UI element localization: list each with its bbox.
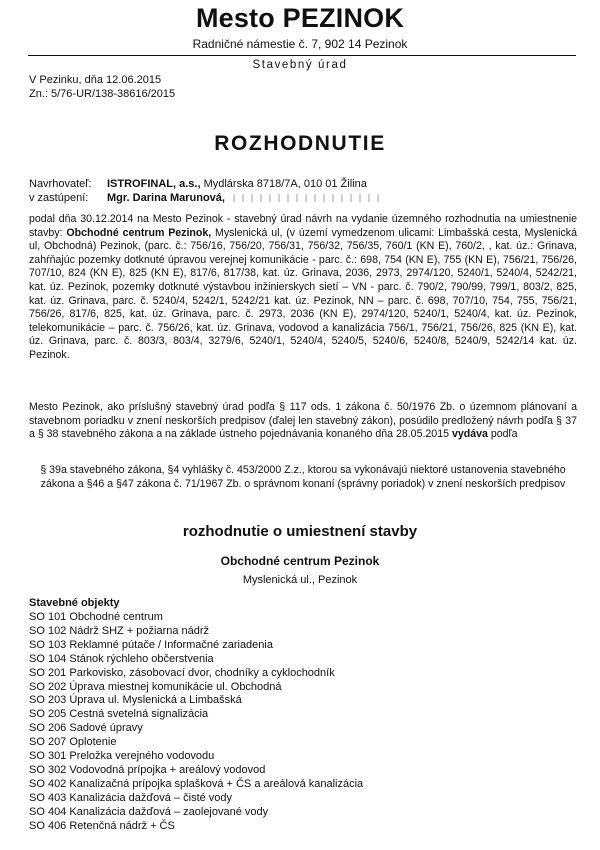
applicant-address: Mydlárska 8718/7A, 010 01 Žilina <box>200 178 367 190</box>
applicant-row <box>29 178 589 191</box>
list-item: SO 203 Úprava ul. Myslenická a Limbašská <box>29 694 242 707</box>
list-item: SO 205 Cestná svetelná signalizácia <box>29 708 209 721</box>
list-item: SO 104 Stánok rýchleho občerstvenia <box>29 652 214 665</box>
authority-text-end: podľa <box>487 428 518 441</box>
place-date: V Pezinku, dňa 12.06.2015 <box>29 74 162 86</box>
list-item: SO 402 Kanalizačná prípojka splašková + ČS a areálová kanalizácia <box>29 777 364 790</box>
file-number: Zn.: 5/76-UR/138-38616/2015 <box>29 88 176 100</box>
applicant-name: ISTROFINAL, a.s., <box>107 178 201 190</box>
list-item: SO 202 Úprava miestnej komunikácie ul. Obchodná <box>29 680 282 693</box>
issuer-office: Stavebný úrad <box>252 59 348 71</box>
list-item: SO 207 Oplotenie <box>29 736 117 749</box>
project-name-inline: Obchodné centrum Pezinok, <box>66 226 212 239</box>
decision-title: rozhodnutie o umiestnení stavby <box>182 523 418 540</box>
list-item: SO 102 Nádrž SHZ + požiarna nádrž <box>29 624 210 637</box>
list-item: SO 101 Obchodné centrum <box>29 611 163 623</box>
application-text-start: podal dňa 30.12.2014 na Mesto Pezinok - stavebný úrad návrh na vydanie územného rozhodnutia na umiestnenie stavby: <box>29 213 577 239</box>
representative-label: v zastúpení: <box>29 192 89 204</box>
authority-text-start: Mesto Pezinok, ako príslušný stavebný úrad podľa § 117 ods. 1 zákona č. 50/1976 Zb. o územnom plánovaní a stavebnom poriadku v znení neskorších predpisov (ďalej len stavebný zákon), posúdilo predložený návrh podľa § 37 a § 38 stavebného zákona a na základe ústneho pojednávania konaného dňa 28.05.2015 <box>29 401 577 441</box>
objects-list <box>29 611 577 834</box>
list-item: SO 103 Reklamné pútače / Informačné zariadenia <box>29 638 273 651</box>
redacted-text <box>233 194 383 202</box>
list-item: SO 206 Sadové úpravy <box>29 722 143 735</box>
header-divider <box>28 55 576 56</box>
authority-paragraph <box>29 401 577 442</box>
issues-keyword: vydáva <box>451 428 488 441</box>
application-paragraph <box>29 213 577 363</box>
list-item: SO 201 Parkovisko, zásobovací dvor, chodníky a cyklochodník <box>29 666 335 679</box>
document-heading: ROZHODNUTIE <box>214 132 386 155</box>
representative-row <box>29 192 589 205</box>
list-item: SO 403 Kanalizácia dažďová – čisté vody <box>29 791 233 804</box>
issuer-address: Radničné námestie č. 7, 902 14 Pezinok <box>192 37 408 51</box>
applicant-label: Navrhovateľ: <box>29 178 92 190</box>
legal-basis-paragraph: § 39a stavebného zákona, §4 vyhlášky č. 453/2000 Z.z., ktorou sa vykonávajú niektoré ustanovenia stavebného zákona a §46 a §47 zákona č. 71/1967 Zb. o správnom konaní (správny poriadok) v znení neskorších predpisov <box>40 464 566 490</box>
list-item: SO 302 Vodovodná prípojka + areálový vodovod <box>29 763 266 776</box>
list-item: SO 406 Retenčná nádrž + ČS <box>29 819 175 832</box>
list-item: SO 404 Kanalizácia dažďová – zaolejované vody <box>29 805 269 818</box>
decision-project-name: Obchodné centrum Pezinok <box>220 554 380 568</box>
objects-label: Stavebné objekty <box>29 597 120 609</box>
list-item: SO 301 Preložka verejného vodovodu <box>29 750 215 763</box>
application-text-end: Myslenická ul, (v území vymedzenom ulicami: Limbašská cesta, Myslenická ul, Obchodná) Pezinok, (parc. č.: 756/16, 756/20, 756/31, 756/32, 756/35, 760/1 (KN E), 760/2, , kat. úz.: Grinava, zahŕňajúc pozemky dotknuté úpravou verejnej komunikácie - parc. č.: 698, 754 (KN E), 755 (KN E), 756/21, 756/26, 707/10, 824 (KN E), 825 (KN E), 817/6, 817/38, kat. úz. Grinava, 2036, 2973, 2974/120, 5240/1, 5240/4, 5242/21, kat. úz. Pezinok, pozemky dotknuté výstavbou inžinierskych sietí – VN - parc. č. 790/2, 790/99, 799/1, 803/2, 825, kat. úz. Grinava, parc. č. 5240/4, 5242/1, 5242/21 kat. úz. Pezinok, NN – parc. č. 698, 707/10, 754, 755, 756/21, 756/26, 817/6, 825, kat. úz. Grinava, parc. č. 2973, 2036 (KN E), 2974/120, 5240/1, 5240/4, kat. úz. Pezinok, telekomunikácie – parc. č. 756/26, kat. úz. Grinava, vodovod a kanalizácia 756/1, 756/21, 756/26, 825 (KN E), kat. úz. Grinava, parc. č. 803/3, 803/4, 3279/6, 5240/1, 5240/4, 5240/5, 5240/6, 5240/8, 5240/9, 5242/14 kat. úz. Pezinok. <box>29 226 577 361</box>
representative-name: Mgr. Darina Marunová, <box>107 192 225 204</box>
decision-project-address: Myslenická ul., Pezinok <box>242 574 358 586</box>
issuer-title: Mesto PEZINOK <box>195 3 405 33</box>
